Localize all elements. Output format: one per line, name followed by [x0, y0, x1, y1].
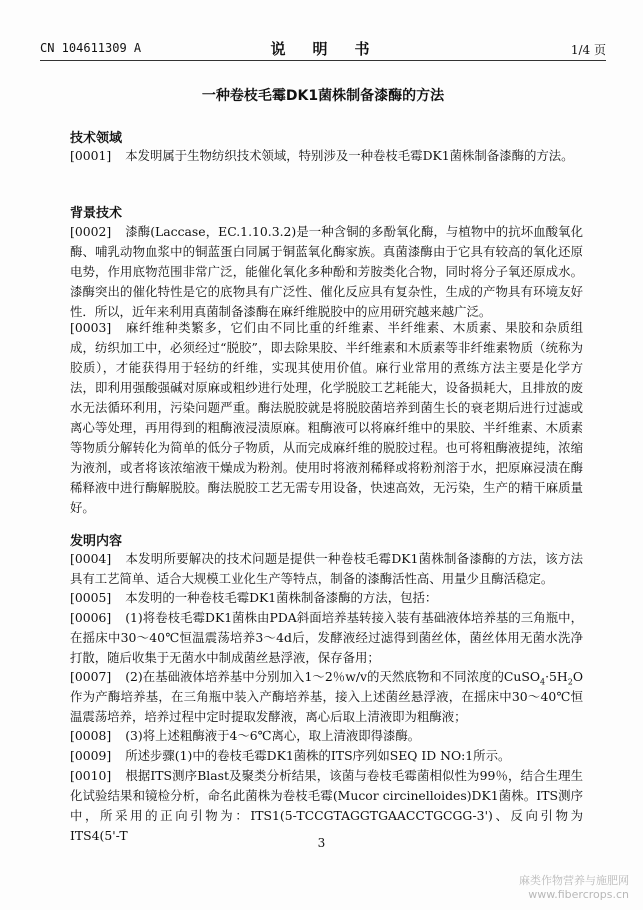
page-number: 3 [317, 836, 326, 850]
paragraph-0009 [70, 746, 583, 766]
paragraph-0007 [70, 667, 583, 727]
paragraph-number: [0002] [70, 224, 112, 239]
document-title: 一种卷枝毛霉DK1菌株制备漆酶的方法 [201, 88, 445, 104]
paragraph-text: (2)在基础液体培养基中分别加入1～2％w/v的天然底物和不同浓度的$CuSO_4\cdot 5H_2O$作为产酶培养基，在三角瓶中装入产酶培养基，接入上述菌丝悬浮液，在摇床中30～40℃恒温震荡培养，培养过程中定时提取发酵液，离心后取上清液即为粗酶液； [70, 669, 583, 724]
patent-number: CN 104611309 A [40, 41, 142, 55]
watermark [519, 874, 629, 902]
section-heading-summary: 发明内容 [70, 534, 123, 549]
document-type: 说 明 书 [270, 40, 376, 58]
paragraph-text: 所述步骤(1)中的卷枝毛霉DK1菌株的ITS序列如SEQ ID NO:1所示。 [125, 748, 511, 763]
paragraph-number: [0010] [70, 768, 112, 783]
paragraph-text: 麻纤维种类繁多，它们由不同比重的纤维素、半纤维素、木质素、果胶和杂质组成，纺织加工中，必须经过“脱胶”，即去除果胶、半纤维素和木质素等非纤维素物质（统称为胶质），才能获得用于轻纺的纤维，实现其使用价值。麻行业常用的煮练方法主要是化学方法，即利用强酸强碱对原麻或粗纱进行处理，化学脱胶工艺耗能大，设备损耗大，且排放的废水无法循环利用，污染问题严重。酶法脱胶就是将脱胶菌培养到菌生长的衰老期后进行过滤或离心等处理，再用得到的粗酶液浸渍原麻。粗酶液可以将麻纤维中的果胶、半纤维素、木质素等物质分解转化为简单的低分子物质，从而完成麻纤维的脱胶过程。也可将粗酶液提纯，浓缩为液剂，或者将该浓缩液干燥成为粉剂。使用时将液剂稀释或将粉剂溶于水，把原麻浸渍在酶稀释液中进行酶解脱胶。酶法脱胶工艺无需专用设备，快速高效，无污染，生产的精干麻质量好。 [70, 320, 583, 515]
watermark-line-2: www.fibercrops.cn [528, 888, 629, 901]
paragraph-text: 漆酶(Laccase，EC.1.10.3.2)是一种含铜的多酚氧化酶，与植物中的抗坏血酸氧化酶、哺乳动物血浆中的铜蓝蛋白同属于铜蓝氧化酶家族。真菌漆酶由于它具有较高的氧化还原电势，作用底物范围非常广泛，能催化氧化多种酚和芳胺类化合物，同时将分子氧还原成水。漆酶突出的催化特性是它的底物具有广泛性、催化反应具有复杂性，生成的产物具有环境友好性．所以，近年来利用真菌制备漆酶在麻纤维脱胶中的应用研究越来越广泛。 [70, 224, 583, 319]
paragraph-text: (3)将上述粗酶液于4～6℃离心，取上清液即得漆酶。 [125, 728, 421, 743]
paragraph-0005 [70, 588, 583, 608]
paragraph-text: 根据ITS测序Blast及聚类分析结果，该菌与卷枝毛霉菌相似性为99％，结合生理生化试验结果和镜检分析，命名此菌株为卷枝毛霉(Mucor circinelloides)DK1菌株。ITS测序中，所采用的正向引物为：ITS1(5-TCCGTAGGTGAACCTGCGG-3')、反向引物为ITS4(5'-T [70, 768, 583, 843]
paragraph-text: 本发明的一种卷枝毛霉DK1菌株制备漆酶的方法，包括： [125, 590, 438, 605]
paragraph-number: [0001] [70, 148, 112, 163]
paragraph-number: [0003] [70, 320, 112, 335]
paragraph-0006 [70, 608, 583, 668]
paragraph-0010 [70, 766, 583, 846]
paragraph-0008 [70, 726, 583, 746]
paragraph-number: [0005] [70, 590, 112, 605]
page-header [40, 38, 606, 56]
paragraph-0003 [70, 318, 583, 518]
section-heading-tech-field: 技术领域 [70, 131, 123, 146]
paragraph-0002 [70, 222, 583, 322]
paragraph-text: 本发明属于生物纺织技术领域，特别涉及一种卷枝毛霉DK1菌株制备漆酶的方法。 [125, 148, 574, 163]
paragraph-number: [0009] [70, 748, 112, 763]
page-indicator: 1/4 页 [570, 43, 606, 57]
paragraph-text: 本发明所要解决的技术问题是提供一种卷枝毛霉DK1菌株制备漆酶的方法，该方法具有工艺简单、适合大规模工业化生产等特点，制备的漆酶活性高、用量少且酶活稳定。 [70, 551, 583, 586]
paragraph-text: (1)将卷枝毛霉DK1菌株由PDA斜面培养基转接入装有基础液体培养基的三角瓶中，在摇床中30～40℃恒温震荡培养3～4d后，发酵液经过滤得到菌丝体，菌丝体用无菌水洗净打散，随后收集于无菌水中制成菌丝悬浮液，保存备用； [70, 610, 583, 665]
paragraph-number: [0006] [70, 610, 112, 625]
paragraph-0001 [70, 146, 583, 166]
paragraph-number: [0007] [70, 669, 112, 684]
paragraph-number: [0008] [70, 728, 112, 743]
watermark-line-1: 麻类作物营养与施肥网 [519, 874, 629, 887]
header-rule [40, 60, 606, 61]
section-heading-background: 背景技术 [70, 206, 123, 221]
paragraph-number: [0004] [70, 551, 112, 566]
paragraph-0004 [70, 549, 583, 589]
